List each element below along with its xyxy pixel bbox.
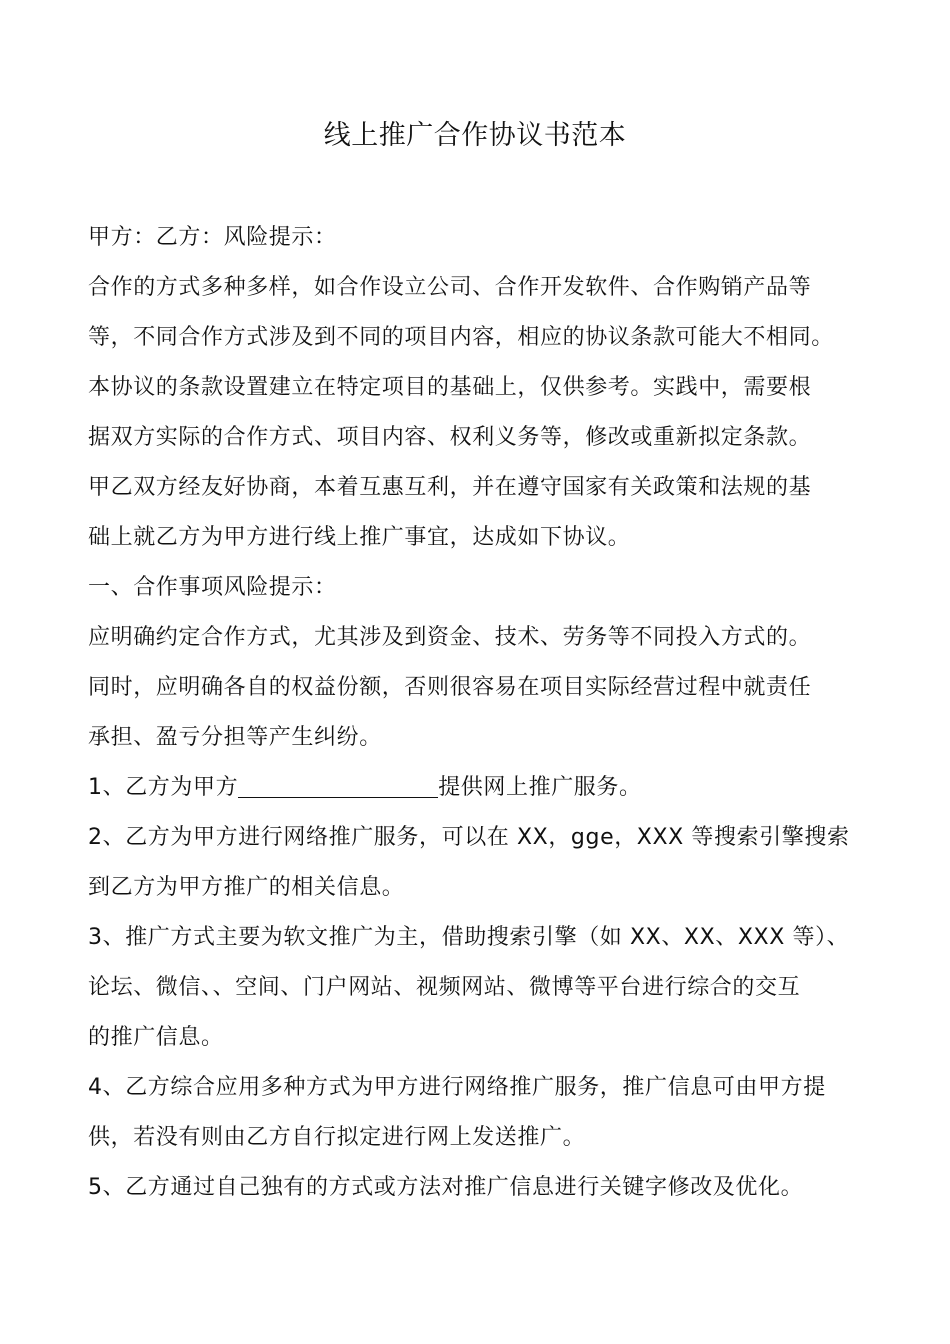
text-line: 供，若没有则由乙方自行拟定进行网上发送推广。 [88, 1125, 586, 1150]
text-line: 的推广信息。 [88, 1025, 224, 1050]
text-line: 础上就乙方为甲方进行线上推广事宜，达成如下协议。 [88, 525, 631, 550]
text-line: 5、乙方通过自己独有的方式或方法对推广信息进行关键字修改及优化。 [88, 1175, 804, 1200]
text-line: 2、乙方为甲方进行网络推广服务，可以在 XX，gge，XXX 等搜索引擎搜索 [88, 825, 850, 850]
document-body [88, 213, 874, 1213]
text-line: 应明确约定合作方式，尤其涉及到资金、技术、劳务等不同投入方式的。 [88, 625, 812, 650]
document-title: 线上推广合作协议书范本 [323, 120, 627, 151]
text-line: 甲乙双方经友好协商，本着互惠互利，并在遵守国家有关政策和法规的基 [88, 475, 812, 500]
text-line: 到乙方为甲方推广的相关信息。 [88, 875, 405, 900]
text-line: 甲方：乙方：风险提示： [88, 225, 337, 250]
text-line: 合作的方式多种多样，如合作设立公司、合作开发软件、合作购销产品等 [88, 275, 812, 300]
text-line: 3、推广方式主要为软文推广为主，借助搜索引擎（如 XX、XX、XXX 等）、 [88, 925, 850, 950]
fill-in-blank [238, 775, 438, 798]
item-1-suffix: 提供网上推广服务。 [438, 775, 642, 800]
section-heading: 一、合作事项风险提示： [88, 575, 337, 600]
text-line: 4、乙方综合应用多种方式为甲方进行网络推广服务，推广信息可由甲方提 [88, 1075, 826, 1100]
text-line: 等，不同合作方式涉及到不同的项目内容，相应的协议条款可能大不相同。 [88, 325, 834, 350]
text-line: 本协议的条款设置建立在特定项目的基础上，仅供参考。实践中，需要根 [88, 375, 812, 400]
item-1-prefix: 1、乙方为甲方 [88, 775, 239, 800]
text-line: 据双方实际的合作方式、项目内容、权利义务等，修改或重新拟定条款。 [88, 425, 812, 450]
text-line: 论坛、微信、、空间、门户网站、视频网站、微博等平台进行综合的交互 [88, 975, 801, 1000]
text-line: 承担、盈亏分担等产生纠纷。 [88, 725, 382, 750]
item-1-line [88, 763, 874, 813]
text-line: 同时，应明确各自的权益份额，否则很容易在项目实际经营过程中就责任 [88, 675, 812, 700]
